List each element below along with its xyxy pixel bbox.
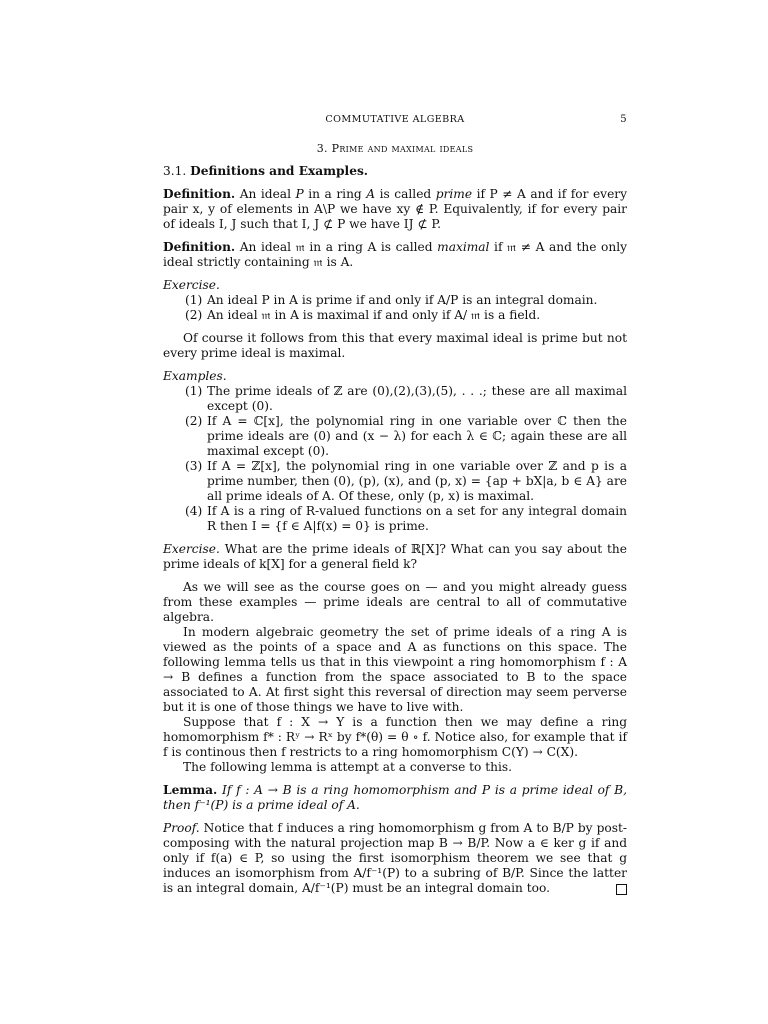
remark-paragraph: Of course it follows from this that every maximal ideal is prime but not every prime ideal is maximal. [163,331,627,360]
list-item [163,293,627,308]
item-number: (3) [185,459,203,473]
definition-text: An ideal 𝔪 in a ring A is called [235,240,438,254]
item-text: An ideal P in A is prime if and only if A/P is an integral domain. [207,293,598,307]
math-var: P [295,187,304,201]
item-number: (1) [185,384,203,398]
definition-maximal [163,240,627,270]
page-number: 5 [620,114,627,125]
proof-label: Proof. [163,821,200,835]
lemma-text: If f : A → B is a ring homomorphism and P is a prime ideal of B, then f⁻¹(P) is a prime ideal of A. [163,783,627,812]
subsection-number: 3.1. [163,164,187,178]
body-paragraph: The following lemma is attempt at a converse to this. [183,760,513,774]
definition-label: Definition. [163,187,236,201]
exercise-block [163,278,627,323]
exercise-paragraph [163,542,627,572]
exercise-label: Exercise. [163,542,220,556]
list-item [163,384,627,414]
body-paragraph: Suppose that f : X → Y is a function then we may define a ring homomorphism f* : Rʸ → Rˣ by f*(θ) = θ ∘ f. Notice also, for example that if f is continous then f restricts to a ring homomorphism C(Y) → C(X). [163,715,627,759]
list-item [163,414,627,459]
section-title: Prime and maximal ideals [331,142,474,155]
subsection-heading [163,164,627,179]
lemma-paragraph [163,783,627,813]
list-item [163,308,627,323]
section-number: 3. [316,142,328,155]
exercise-label: Exercise. [163,278,220,292]
proof-paragraph [163,821,627,896]
definition-prime [163,187,627,232]
exercise-text: What are the prime ideals of ℝ[X]? What can you say about the prime ideals of k[X] for a general field k? [163,542,627,571]
list-item [163,459,627,504]
definition-text: in a ring [303,187,367,201]
exercise-list [163,293,627,323]
definition-text: if 𝔪 ≠ A and the only ideal strictly containing 𝔪 is A. [163,240,627,269]
definition-text: if P ≠ A and if for every pair x, y of elements in A\P we have xy ∉ P. Equivalently, if for every pair of ideals I, J such that I, J ⊄ P we have IJ ⊄ P. [163,187,627,231]
lemma-label: Lemma. [163,783,218,797]
definition-text: is called [375,187,436,201]
running-title: COMMUTATIVE ALGEBRA [325,114,465,125]
paper-page [163,112,627,896]
list-item [163,504,627,534]
defined-term: prime [435,187,473,201]
body-paragraph: In modern algebraic geometry the set of prime ideals of a ring A is viewed as the points of a space and A as functions on this space. The following lemma tells us that in this viewpoint a ring homomorphism f : A → B defines a function from the space associated to B to the space associated to A. At first sight this reversal of direction may seem perverse but it is one of those things we have to live with. [163,625,627,714]
examples-block [163,369,627,534]
item-text: If A is a ring of R-valued functions on a set for any integral domain R then I = {f ∈ A|f(x) = 0} is prime. [207,504,627,533]
item-text: If A = ℂ[x], the polynomial ring in one variable over ℂ then the prime ideals are (0) and (x − λ) for each λ ∈ ℂ; again these are all maximal except (0). [207,414,627,458]
section-heading [163,141,627,156]
definition-text: An ideal [235,187,296,201]
item-number: (4) [185,504,203,518]
item-text: The prime ideals of ℤ are (0),(2),(3),(5), . . .; these are all maximal except (0). [207,384,627,413]
subsection-title: Definitions and Examples. [190,164,369,178]
examples-list [163,384,627,534]
running-header [163,112,627,128]
defined-term: maximal [437,240,490,254]
qed-symbol [616,884,627,895]
item-number: (1) [185,293,203,307]
examples-label: Examples. [163,369,227,383]
item-number: (2) [185,414,203,428]
proof-text: Notice that f induces a ring homomorphism g from A to B/P by post-composing with the natural projection map B → B/P. Now a ∈ ker g if and only if f(a) ∈ P, so using the first isomorphism theorem we see that g induces an isomorphism from A/f⁻¹(P) to a subring of B/P. Since the latter is an integral domain, A/f⁻¹(P) must be an integral domain too. [163,821,627,895]
math-var: A [366,187,376,201]
item-text: If A = ℤ[x], the polynomial ring in one variable over ℤ and p is a prime number, then (0), (p), (x), and (p, x) = {ap + bX|a, b ∈ A} are all prime ideals of A. Of these, only (p, x) is maximal. [207,459,627,503]
item-number: (2) [185,308,203,322]
definition-label: Definition. [163,240,236,254]
body-paragraph: As we will see as the course goes on — and you might already guess from these examples — prime ideals are central to all of commutative algebra. [163,580,627,624]
item-text: An ideal 𝔪 in A is maximal if and only if A/ 𝔪 is a field. [207,308,541,322]
